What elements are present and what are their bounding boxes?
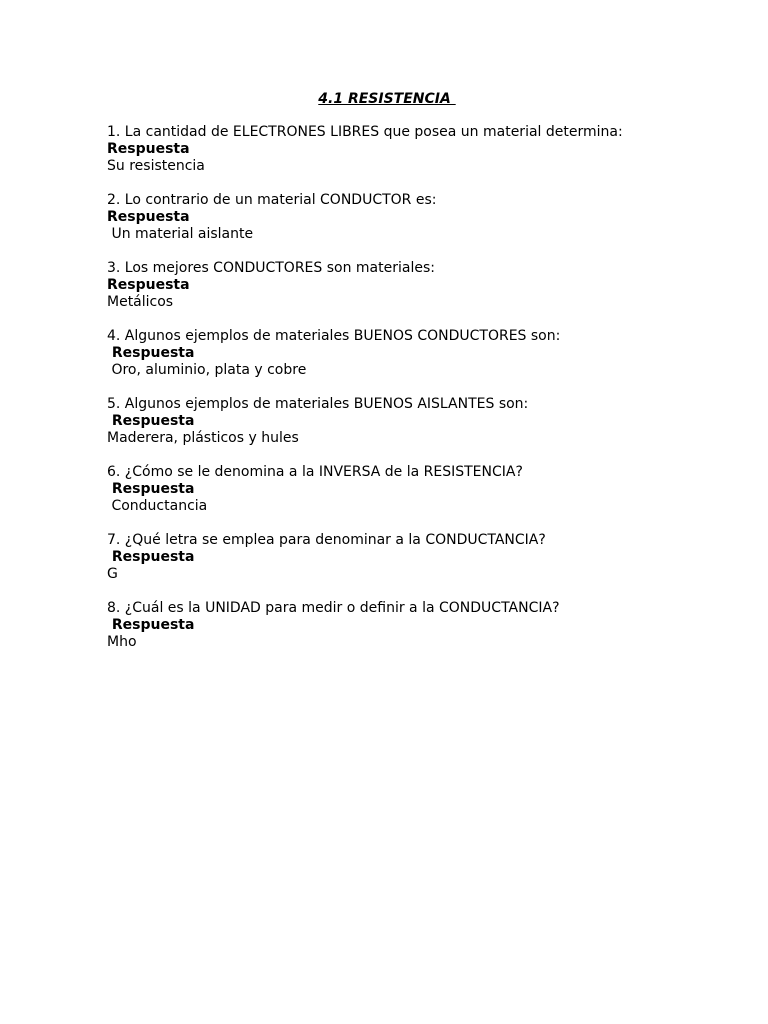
- question-block: [107, 464, 667, 515]
- question-text: 4. Algunos ejemplos de materiales BUENOS CONDUCTORES son:: [107, 328, 561, 344]
- answer-text: Conductancia: [107, 498, 208, 514]
- answer-text: Mho: [107, 634, 137, 650]
- question-block: [107, 328, 667, 379]
- answer-text: G: [107, 566, 118, 582]
- question-text: 5. Algunos ejemplos de materiales BUENOS AISLANTES son:: [107, 396, 529, 412]
- answer-label: Respuesta: [107, 141, 190, 157]
- question-text: 1. La cantidad de ELECTRONES LIBRES que posea un material determina:: [107, 124, 623, 140]
- question-block: [107, 600, 667, 651]
- question-text: 8. ¿Cuál es la UNIDAD para medir o definir a la CONDUCTANCIA?: [107, 600, 560, 616]
- answer-text: Metálicos: [107, 294, 174, 310]
- answer-label: Respuesta: [107, 277, 190, 293]
- answer-text: Su resistencia: [107, 158, 205, 174]
- question-text: 3. Los mejores CONDUCTORES son materiales:: [107, 260, 435, 276]
- answer-label: Respuesta: [107, 209, 190, 225]
- answer-text: Un material aislante: [107, 226, 254, 242]
- question-block: [107, 396, 667, 447]
- answer-label: Respuesta: [107, 345, 195, 361]
- answer-label: Respuesta: [107, 413, 195, 429]
- question-block: [107, 124, 667, 175]
- answer-text: Maderera, plásticos y hules: [107, 430, 299, 446]
- answer-text: Oro, aluminio, plata y cobre: [107, 362, 307, 378]
- question-text: 7. ¿Qué letra se emplea para denominar a la CONDUCTANCIA?: [107, 532, 546, 548]
- question-text: 6. ¿Cómo se le denomina a la INVERSA de la RESISTENCIA?: [107, 464, 523, 480]
- answer-label: Respuesta: [107, 617, 195, 633]
- document-title: 4.1 RESISTENCIA: [318, 91, 456, 107]
- answer-label: Respuesta: [107, 481, 195, 497]
- question-block: [107, 260, 667, 311]
- question-text: 2. Lo contrario de un material CONDUCTOR es:: [107, 192, 437, 208]
- document-page: [107, 90, 667, 668]
- question-block: [107, 532, 667, 583]
- question-block: [107, 192, 667, 243]
- answer-label: Respuesta: [107, 549, 195, 565]
